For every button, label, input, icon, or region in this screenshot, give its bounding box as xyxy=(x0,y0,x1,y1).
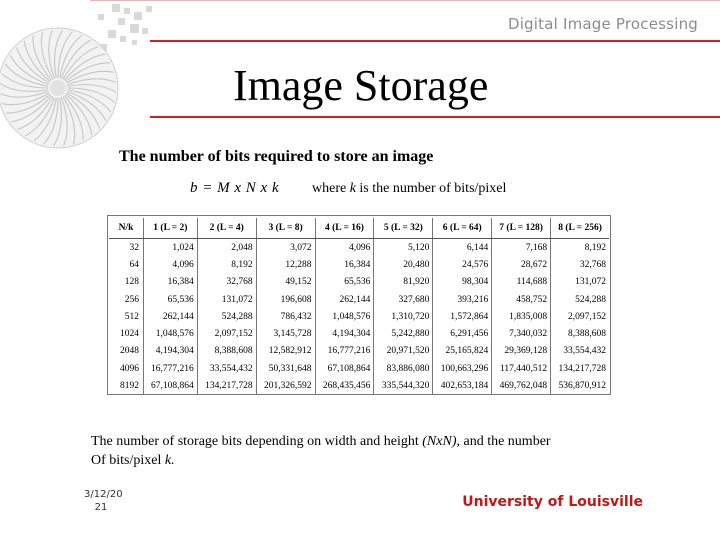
caption-text: and the number xyxy=(459,434,551,449)
table-row xyxy=(109,343,609,360)
slide-footer-meta xyxy=(84,488,123,514)
table-cell: 2,097,152 xyxy=(551,308,609,325)
row-header-cell: 1024 xyxy=(120,329,139,340)
table-cell: 196,608 xyxy=(256,291,315,308)
top-rule xyxy=(90,0,720,1)
table-cell: 4,194,304 xyxy=(144,343,198,360)
row-header-cell: 64 xyxy=(129,259,139,270)
table-cell: 20,480 xyxy=(374,256,433,273)
formula-note-prefix: where xyxy=(312,181,350,196)
table-cell: 393,216 xyxy=(433,291,492,308)
column-header: 4 (L = 16) xyxy=(315,218,374,239)
table-cell: 1,835,008 xyxy=(492,308,551,325)
header-rule xyxy=(150,40,720,42)
row-header-cell: 2048 xyxy=(120,346,139,357)
table-row xyxy=(109,239,609,257)
row-header-cell: 512 xyxy=(124,311,139,322)
caption-line-2 xyxy=(91,451,651,470)
table-cell: 1,048,576 xyxy=(144,325,198,342)
table-cell: 29,369,128 xyxy=(492,343,551,360)
table-cell: 83,886,080 xyxy=(374,360,433,377)
table-cell: 33,554,432 xyxy=(551,343,609,360)
row-header-cell: 32 xyxy=(129,242,139,253)
table-cell: 268,435,456 xyxy=(315,377,374,394)
table-cell: 262,144 xyxy=(315,291,374,308)
table-cell: 117,440,512 xyxy=(492,360,551,377)
table-cell: 2,048 xyxy=(197,239,256,257)
table-cell: 1,310,720 xyxy=(374,308,433,325)
table-cell: 12,288 xyxy=(256,256,315,273)
table-cell: 1,572,864 xyxy=(433,308,492,325)
caption-text: Of bits/pixel xyxy=(91,453,165,468)
table-cell: 7,168 xyxy=(492,239,551,257)
storage-table-figure xyxy=(107,215,611,395)
table-row xyxy=(109,308,609,325)
table-cell: 524,288 xyxy=(197,308,256,325)
table-cell: 3,072 xyxy=(256,239,315,257)
table-cell: 25,165,824 xyxy=(433,343,492,360)
table-cell: 402,653,184 xyxy=(433,377,492,394)
table-cell: 201,326,592 xyxy=(256,377,315,394)
table-cell: 7,340,032 xyxy=(492,325,551,342)
column-header: 3 (L = 8) xyxy=(256,218,315,239)
table-cell: 536,870,912 xyxy=(551,377,609,394)
slide-number: 21 xyxy=(94,502,108,513)
course-title: Digital Image Processing xyxy=(507,15,698,33)
table-cell: 32,768 xyxy=(197,274,256,291)
table-cell: 469,762,048 xyxy=(492,377,551,394)
table-cell: 4,096 xyxy=(144,256,198,273)
table-cell: 6,291,456 xyxy=(433,325,492,342)
table-cell: 24,576 xyxy=(433,256,492,273)
table-body xyxy=(109,239,609,395)
table-cell: 16,777,216 xyxy=(144,360,198,377)
table-cell: 16,384 xyxy=(144,274,198,291)
formula-note-var: k xyxy=(349,181,356,196)
table-cell: 49,152 xyxy=(256,274,315,291)
table-cell: 32,768 xyxy=(551,256,609,273)
table-cell: 458,752 xyxy=(492,291,551,308)
caption-var: (NxN), xyxy=(422,434,460,449)
column-header: 1 (L = 2) xyxy=(144,218,198,239)
caption-var: k. xyxy=(164,453,175,468)
table-row xyxy=(109,325,609,342)
table-row xyxy=(109,377,609,394)
table-cell: 81,920 xyxy=(374,274,433,291)
table-header-row xyxy=(109,218,609,239)
table-row xyxy=(109,274,609,291)
slide-date: 3/12/20 xyxy=(84,489,123,500)
caption-line-1 xyxy=(91,432,651,451)
table-cell: 262,144 xyxy=(144,308,198,325)
table-cell: 2,097,152 xyxy=(197,325,256,342)
table-cell: 4,096 xyxy=(315,239,374,257)
row-header-cell: 4096 xyxy=(120,363,139,374)
column-header: 6 (L = 64) xyxy=(433,218,492,239)
table-cell: 114,688 xyxy=(492,274,551,291)
table-cell: 6,144 xyxy=(433,239,492,257)
table-cell: 33,554,432 xyxy=(197,360,256,377)
caption xyxy=(91,432,651,470)
table-cell: 50,331,648 xyxy=(256,360,315,377)
decorative-logo-graphic xyxy=(0,0,170,160)
title-rule xyxy=(150,116,720,118)
storage-table xyxy=(109,218,609,395)
column-header: 5 (L = 32) xyxy=(374,218,433,239)
table-cell: 4,194,304 xyxy=(315,325,374,342)
table-cell: 1,048,576 xyxy=(315,308,374,325)
row-header-cell: 256 xyxy=(124,294,139,305)
formula-note-suffix: is the number of bits/pixel xyxy=(355,181,507,196)
table-cell: 3,145,728 xyxy=(256,325,315,342)
table-cell: 8,192 xyxy=(197,256,256,273)
table-cell: 20,971,520 xyxy=(374,343,433,360)
table-cell: 16,777,216 xyxy=(315,343,374,360)
table-cell: 134,217,728 xyxy=(551,360,609,377)
table-cell: 524,288 xyxy=(551,291,609,308)
column-header: 8 (L = 256) xyxy=(551,218,609,239)
table-cell: 5,120 xyxy=(374,239,433,257)
table-cell: 98,304 xyxy=(433,274,492,291)
table-cell: 327,680 xyxy=(374,291,433,308)
table-cell: 12,582,912 xyxy=(256,343,315,360)
table-corner-header: N/k xyxy=(109,218,144,239)
row-header-cell: 8192 xyxy=(120,381,139,392)
table-cell: 786,432 xyxy=(256,308,315,325)
slide-subtitle: The number of bits required to store an image xyxy=(119,148,434,165)
table-cell: 131,072 xyxy=(197,291,256,308)
row-header-cell: 128 xyxy=(124,277,139,288)
table-row xyxy=(109,256,609,273)
formula-note xyxy=(312,181,506,197)
table-cell: 67,108,864 xyxy=(144,377,198,394)
table-cell: 134,217,728 xyxy=(197,377,256,394)
table-cell: 8,388,608 xyxy=(551,325,609,342)
table-cell: 335,544,320 xyxy=(374,377,433,394)
table-cell: 1,024 xyxy=(144,239,198,257)
table-row xyxy=(109,360,609,377)
table-cell: 65,536 xyxy=(144,291,198,308)
table-cell: 8,388,608 xyxy=(197,343,256,360)
table-cell: 8,192 xyxy=(551,239,609,257)
column-header: 2 (L = 4) xyxy=(197,218,256,239)
table-cell: 28,672 xyxy=(492,256,551,273)
footer-brand: University of Louisville xyxy=(462,494,643,510)
table-cell: 16,384 xyxy=(315,256,374,273)
table-cell: 5,242,880 xyxy=(374,325,433,342)
formula: b = M x N x k xyxy=(190,180,279,196)
table-row xyxy=(109,291,609,308)
table-cell: 67,108,864 xyxy=(315,360,374,377)
table-cell: 100,663,296 xyxy=(433,360,492,377)
table-cell: 65,536 xyxy=(315,274,374,291)
caption-text: The number of storage bits depending on width and height xyxy=(91,434,423,449)
column-header: 7 (L = 128) xyxy=(492,218,551,239)
slide-title: Image Storage xyxy=(233,61,489,110)
table-cell: 131,072 xyxy=(551,274,609,291)
